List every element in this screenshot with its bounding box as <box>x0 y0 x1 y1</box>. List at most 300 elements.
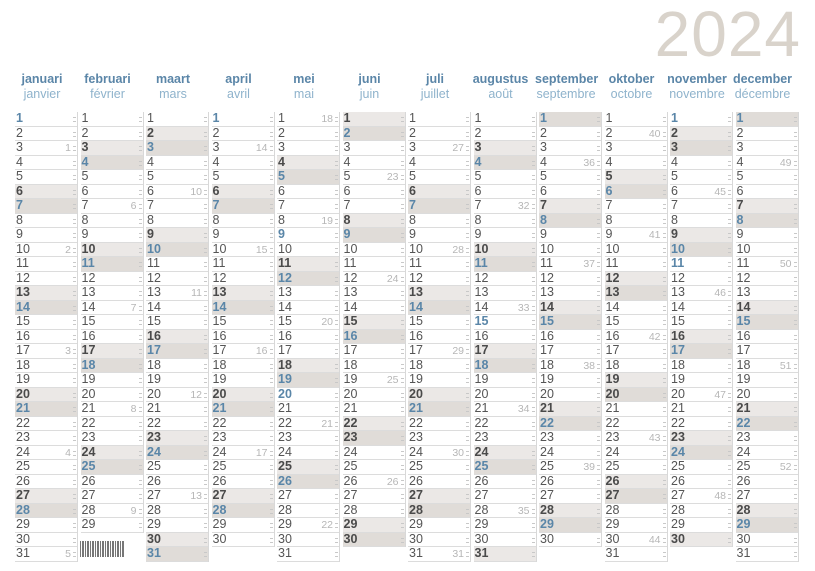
day-cell[interactable] <box>539 475 601 490</box>
day-cell[interactable] <box>81 170 143 185</box>
day-cell[interactable] <box>277 388 339 403</box>
day-cell[interactable] <box>670 373 732 388</box>
day-cell[interactable] <box>474 185 536 200</box>
day-cell[interactable] <box>81 199 143 214</box>
day-cell[interactable] <box>277 431 339 446</box>
day-cell[interactable] <box>539 359 601 374</box>
day-cell[interactable] <box>736 388 798 403</box>
day-cell[interactable] <box>474 388 536 403</box>
day-cell[interactable] <box>146 489 208 504</box>
day-cell[interactable] <box>736 156 798 171</box>
day-cell[interactable] <box>343 141 405 156</box>
day-cell[interactable] <box>670 330 732 345</box>
day-cell[interactable] <box>605 156 667 171</box>
day-cell[interactable] <box>605 417 667 432</box>
day-cell[interactable] <box>15 344 77 359</box>
day-cell[interactable] <box>277 301 339 316</box>
day-cell[interactable] <box>277 127 339 142</box>
day-cell[interactable] <box>81 301 143 316</box>
day-cell[interactable] <box>15 185 77 200</box>
day-cell[interactable] <box>670 228 732 243</box>
day-cell[interactable] <box>670 257 732 272</box>
day-cell[interactable] <box>277 170 339 185</box>
day-cell[interactable] <box>277 373 339 388</box>
day-cell[interactable] <box>343 272 405 287</box>
day-cell[interactable] <box>539 344 601 359</box>
day-cell[interactable] <box>670 431 732 446</box>
day-cell[interactable] <box>212 286 274 301</box>
day-cell[interactable] <box>605 228 667 243</box>
day-cell[interactable] <box>277 272 339 287</box>
day-cell[interactable] <box>408 199 470 214</box>
day-cell[interactable] <box>15 199 77 214</box>
day-cell[interactable] <box>408 286 470 301</box>
day-cell[interactable] <box>408 170 470 185</box>
day-cell[interactable] <box>670 504 732 519</box>
day-cell[interactable] <box>212 185 274 200</box>
day-cell[interactable] <box>81 257 143 272</box>
day-cell[interactable] <box>15 373 77 388</box>
day-cell[interactable] <box>474 460 536 475</box>
day-cell[interactable] <box>605 243 667 258</box>
day-cell[interactable] <box>81 141 143 156</box>
day-cell[interactable] <box>474 141 536 156</box>
day-cell[interactable] <box>408 344 470 359</box>
day-cell[interactable] <box>474 431 536 446</box>
day-cell[interactable] <box>474 330 536 345</box>
day-cell[interactable] <box>343 359 405 374</box>
day-cell[interactable] <box>212 228 274 243</box>
day-cell[interactable] <box>81 504 143 519</box>
day-cell[interactable] <box>736 504 798 519</box>
day-cell[interactable] <box>212 446 274 461</box>
day-cell[interactable] <box>670 533 732 548</box>
day-cell[interactable] <box>15 388 77 403</box>
day-cell[interactable] <box>736 344 798 359</box>
day-cell[interactable] <box>146 344 208 359</box>
day-cell[interactable] <box>670 286 732 301</box>
day-cell[interactable] <box>736 547 798 562</box>
day-cell[interactable] <box>474 518 536 533</box>
day-cell[interactable] <box>15 141 77 156</box>
day-cell[interactable] <box>277 330 339 345</box>
day-cell[interactable] <box>15 286 77 301</box>
day-cell[interactable] <box>736 533 798 548</box>
day-cell[interactable] <box>277 315 339 330</box>
day-cell[interactable] <box>212 402 274 417</box>
day-cell[interactable] <box>277 257 339 272</box>
day-cell[interactable] <box>736 446 798 461</box>
day-cell[interactable] <box>212 359 274 374</box>
day-cell[interactable] <box>408 417 470 432</box>
day-cell[interactable] <box>343 112 405 127</box>
day-cell[interactable] <box>408 489 470 504</box>
day-cell[interactable] <box>343 388 405 403</box>
day-cell[interactable] <box>736 417 798 432</box>
day-cell[interactable] <box>408 504 470 519</box>
day-cell[interactable] <box>146 518 208 533</box>
day-cell[interactable] <box>539 388 601 403</box>
day-cell[interactable] <box>736 112 798 127</box>
day-cell[interactable] <box>81 112 143 127</box>
day-cell[interactable] <box>474 359 536 374</box>
day-cell[interactable] <box>212 504 274 519</box>
day-cell[interactable] <box>15 301 77 316</box>
day-cell[interactable] <box>15 431 77 446</box>
day-cell[interactable] <box>605 518 667 533</box>
day-cell[interactable] <box>670 359 732 374</box>
day-cell[interactable] <box>343 489 405 504</box>
day-cell[interactable] <box>81 446 143 461</box>
day-cell[interactable] <box>343 214 405 229</box>
day-cell[interactable] <box>15 272 77 287</box>
day-cell[interactable] <box>15 475 77 490</box>
day-cell[interactable] <box>474 286 536 301</box>
day-cell[interactable] <box>736 272 798 287</box>
day-cell[interactable] <box>343 431 405 446</box>
day-cell[interactable] <box>212 518 274 533</box>
day-cell[interactable] <box>146 504 208 519</box>
day-cell[interactable] <box>212 243 274 258</box>
day-cell[interactable] <box>474 475 536 490</box>
day-cell[interactable] <box>343 156 405 171</box>
day-cell[interactable] <box>670 460 732 475</box>
day-cell[interactable] <box>408 315 470 330</box>
day-cell[interactable] <box>736 330 798 345</box>
day-cell[interactable] <box>539 272 601 287</box>
day-cell[interactable] <box>146 330 208 345</box>
day-cell[interactable] <box>736 475 798 490</box>
day-cell[interactable] <box>408 402 470 417</box>
day-cell[interactable] <box>212 199 274 214</box>
day-cell[interactable] <box>605 446 667 461</box>
day-cell[interactable] <box>343 301 405 316</box>
day-cell[interactable] <box>670 243 732 258</box>
day-cell[interactable] <box>474 533 536 548</box>
day-cell[interactable] <box>736 301 798 316</box>
day-cell[interactable] <box>15 170 77 185</box>
day-cell[interactable] <box>277 344 339 359</box>
day-cell[interactable] <box>212 330 274 345</box>
day-cell[interactable] <box>81 359 143 374</box>
day-cell[interactable] <box>81 431 143 446</box>
day-cell[interactable] <box>670 489 732 504</box>
day-cell[interactable] <box>81 518 143 533</box>
day-cell[interactable] <box>15 489 77 504</box>
day-cell[interactable] <box>212 460 274 475</box>
day-cell[interactable] <box>474 547 536 562</box>
day-cell[interactable] <box>146 141 208 156</box>
day-cell[interactable] <box>605 127 667 142</box>
day-cell[interactable] <box>408 228 470 243</box>
day-cell[interactable] <box>81 243 143 258</box>
day-cell[interactable] <box>343 315 405 330</box>
day-cell[interactable] <box>15 112 77 127</box>
day-cell[interactable] <box>146 446 208 461</box>
day-cell[interactable] <box>474 373 536 388</box>
day-cell[interactable] <box>146 460 208 475</box>
day-cell[interactable] <box>474 199 536 214</box>
day-cell[interactable] <box>146 359 208 374</box>
day-cell[interactable] <box>670 417 732 432</box>
day-cell[interactable] <box>15 330 77 345</box>
day-cell[interactable] <box>605 504 667 519</box>
day-cell[interactable] <box>736 286 798 301</box>
day-cell[interactable] <box>474 504 536 519</box>
day-cell[interactable] <box>474 301 536 316</box>
day-cell[interactable] <box>277 214 339 229</box>
day-cell[interactable] <box>343 373 405 388</box>
day-cell[interactable] <box>605 286 667 301</box>
day-cell[interactable] <box>736 518 798 533</box>
day-cell[interactable] <box>15 547 77 562</box>
day-cell[interactable] <box>539 199 601 214</box>
day-cell[interactable] <box>146 243 208 258</box>
day-cell[interactable] <box>277 402 339 417</box>
day-cell[interactable] <box>81 373 143 388</box>
day-cell[interactable] <box>670 112 732 127</box>
day-cell[interactable] <box>474 402 536 417</box>
day-cell[interactable] <box>212 431 274 446</box>
day-cell[interactable] <box>277 199 339 214</box>
day-cell[interactable] <box>474 170 536 185</box>
day-cell[interactable] <box>670 402 732 417</box>
day-cell[interactable] <box>146 272 208 287</box>
day-cell[interactable] <box>408 475 470 490</box>
day-cell[interactable] <box>474 344 536 359</box>
day-cell[interactable] <box>343 417 405 432</box>
day-cell[interactable] <box>15 359 77 374</box>
day-cell[interactable] <box>212 257 274 272</box>
day-cell[interactable] <box>212 388 274 403</box>
day-cell[interactable] <box>736 315 798 330</box>
day-cell[interactable] <box>15 156 77 171</box>
day-cell[interactable] <box>277 460 339 475</box>
day-cell[interactable] <box>736 359 798 374</box>
day-cell[interactable] <box>539 301 601 316</box>
day-cell[interactable] <box>146 373 208 388</box>
day-cell[interactable] <box>605 489 667 504</box>
day-cell[interactable] <box>408 446 470 461</box>
day-cell[interactable] <box>212 533 274 548</box>
day-cell[interactable] <box>605 199 667 214</box>
day-cell[interactable] <box>736 228 798 243</box>
day-cell[interactable] <box>605 330 667 345</box>
day-cell[interactable] <box>605 214 667 229</box>
day-cell[interactable] <box>15 417 77 432</box>
day-cell[interactable] <box>539 431 601 446</box>
day-cell[interactable] <box>81 315 143 330</box>
day-cell[interactable] <box>343 533 405 548</box>
day-cell[interactable] <box>408 431 470 446</box>
day-cell[interactable] <box>736 431 798 446</box>
day-cell[interactable] <box>474 243 536 258</box>
day-cell[interactable] <box>605 402 667 417</box>
day-cell[interactable] <box>343 257 405 272</box>
day-cell[interactable] <box>277 185 339 200</box>
day-cell[interactable] <box>605 112 667 127</box>
day-cell[interactable] <box>736 373 798 388</box>
day-cell[interactable] <box>15 533 77 548</box>
day-cell[interactable] <box>81 475 143 490</box>
day-cell[interactable] <box>670 185 732 200</box>
day-cell[interactable] <box>736 199 798 214</box>
day-cell[interactable] <box>474 489 536 504</box>
day-cell[interactable] <box>343 330 405 345</box>
day-cell[interactable] <box>81 272 143 287</box>
day-cell[interactable] <box>605 257 667 272</box>
day-cell[interactable] <box>343 170 405 185</box>
day-cell[interactable] <box>146 199 208 214</box>
day-cell[interactable] <box>343 344 405 359</box>
day-cell[interactable] <box>408 301 470 316</box>
day-cell[interactable] <box>343 460 405 475</box>
day-cell[interactable] <box>212 272 274 287</box>
day-cell[interactable] <box>539 504 601 519</box>
day-cell[interactable] <box>539 243 601 258</box>
day-cell[interactable] <box>408 141 470 156</box>
day-cell[interactable] <box>408 373 470 388</box>
day-cell[interactable] <box>81 330 143 345</box>
day-cell[interactable] <box>277 475 339 490</box>
day-cell[interactable] <box>15 127 77 142</box>
day-cell[interactable] <box>277 228 339 243</box>
day-cell[interactable] <box>277 547 339 562</box>
day-cell[interactable] <box>81 127 143 142</box>
day-cell[interactable] <box>146 388 208 403</box>
day-cell[interactable] <box>670 518 732 533</box>
day-cell[interactable] <box>474 315 536 330</box>
day-cell[interactable] <box>15 257 77 272</box>
day-cell[interactable] <box>474 156 536 171</box>
day-cell[interactable] <box>474 272 536 287</box>
day-cell[interactable] <box>736 214 798 229</box>
day-cell[interactable] <box>408 533 470 548</box>
day-cell[interactable] <box>81 286 143 301</box>
day-cell[interactable] <box>146 185 208 200</box>
day-cell[interactable] <box>736 257 798 272</box>
day-cell[interactable] <box>146 228 208 243</box>
day-cell[interactable] <box>670 446 732 461</box>
day-cell[interactable] <box>212 315 274 330</box>
day-cell[interactable] <box>736 127 798 142</box>
day-cell[interactable] <box>343 446 405 461</box>
day-cell[interactable] <box>81 489 143 504</box>
day-cell[interactable] <box>408 388 470 403</box>
day-cell[interactable] <box>212 141 274 156</box>
day-cell[interactable] <box>539 214 601 229</box>
day-cell[interactable] <box>146 431 208 446</box>
day-cell[interactable] <box>15 243 77 258</box>
day-cell[interactable] <box>212 475 274 490</box>
day-cell[interactable] <box>277 112 339 127</box>
day-cell[interactable] <box>539 330 601 345</box>
day-cell[interactable] <box>212 344 274 359</box>
day-cell[interactable] <box>670 141 732 156</box>
day-cell[interactable] <box>15 214 77 229</box>
day-cell[interactable] <box>605 344 667 359</box>
day-cell[interactable] <box>539 315 601 330</box>
day-cell[interactable] <box>212 301 274 316</box>
day-cell[interactable] <box>15 228 77 243</box>
day-cell[interactable] <box>736 243 798 258</box>
day-cell[interactable] <box>670 127 732 142</box>
day-cell[interactable] <box>212 127 274 142</box>
day-cell[interactable] <box>605 475 667 490</box>
day-cell[interactable] <box>539 460 601 475</box>
day-cell[interactable] <box>343 199 405 214</box>
day-cell[interactable] <box>408 359 470 374</box>
day-cell[interactable] <box>670 156 732 171</box>
day-cell[interactable] <box>408 257 470 272</box>
day-cell[interactable] <box>212 156 274 171</box>
day-cell[interactable] <box>146 547 208 562</box>
day-cell[interactable] <box>146 257 208 272</box>
day-cell[interactable] <box>146 301 208 316</box>
day-cell[interactable] <box>736 141 798 156</box>
day-cell[interactable] <box>146 315 208 330</box>
day-cell[interactable] <box>539 127 601 142</box>
day-cell[interactable] <box>539 417 601 432</box>
day-cell[interactable] <box>539 286 601 301</box>
day-cell[interactable] <box>605 388 667 403</box>
day-cell[interactable] <box>539 141 601 156</box>
day-cell[interactable] <box>474 257 536 272</box>
day-cell[interactable] <box>605 533 667 548</box>
day-cell[interactable] <box>605 272 667 287</box>
day-cell[interactable] <box>474 214 536 229</box>
day-cell[interactable] <box>539 156 601 171</box>
day-cell[interactable] <box>736 402 798 417</box>
day-cell[interactable] <box>605 547 667 562</box>
day-cell[interactable] <box>605 431 667 446</box>
day-cell[interactable] <box>605 373 667 388</box>
day-cell[interactable] <box>539 112 601 127</box>
day-cell[interactable] <box>81 417 143 432</box>
day-cell[interactable] <box>605 460 667 475</box>
day-cell[interactable] <box>212 170 274 185</box>
day-cell[interactable] <box>539 170 601 185</box>
day-cell[interactable] <box>277 446 339 461</box>
day-cell[interactable] <box>277 489 339 504</box>
day-cell[interactable] <box>146 156 208 171</box>
day-cell[interactable] <box>736 489 798 504</box>
day-cell[interactable] <box>474 417 536 432</box>
day-cell[interactable] <box>670 388 732 403</box>
day-cell[interactable] <box>277 417 339 432</box>
day-cell[interactable] <box>605 359 667 374</box>
day-cell[interactable] <box>539 373 601 388</box>
day-cell[interactable] <box>408 156 470 171</box>
day-cell[interactable] <box>670 272 732 287</box>
day-cell[interactable] <box>474 228 536 243</box>
day-cell[interactable] <box>81 460 143 475</box>
day-cell[interactable] <box>146 402 208 417</box>
day-cell[interactable] <box>15 402 77 417</box>
day-cell[interactable] <box>343 127 405 142</box>
day-cell[interactable] <box>408 243 470 258</box>
day-cell[interactable] <box>81 214 143 229</box>
day-cell[interactable] <box>15 315 77 330</box>
day-cell[interactable] <box>81 344 143 359</box>
day-cell[interactable] <box>605 170 667 185</box>
day-cell[interactable] <box>15 446 77 461</box>
day-cell[interactable] <box>212 489 274 504</box>
day-cell[interactable] <box>408 518 470 533</box>
day-cell[interactable] <box>539 257 601 272</box>
day-cell[interactable] <box>146 533 208 548</box>
day-cell[interactable] <box>212 214 274 229</box>
